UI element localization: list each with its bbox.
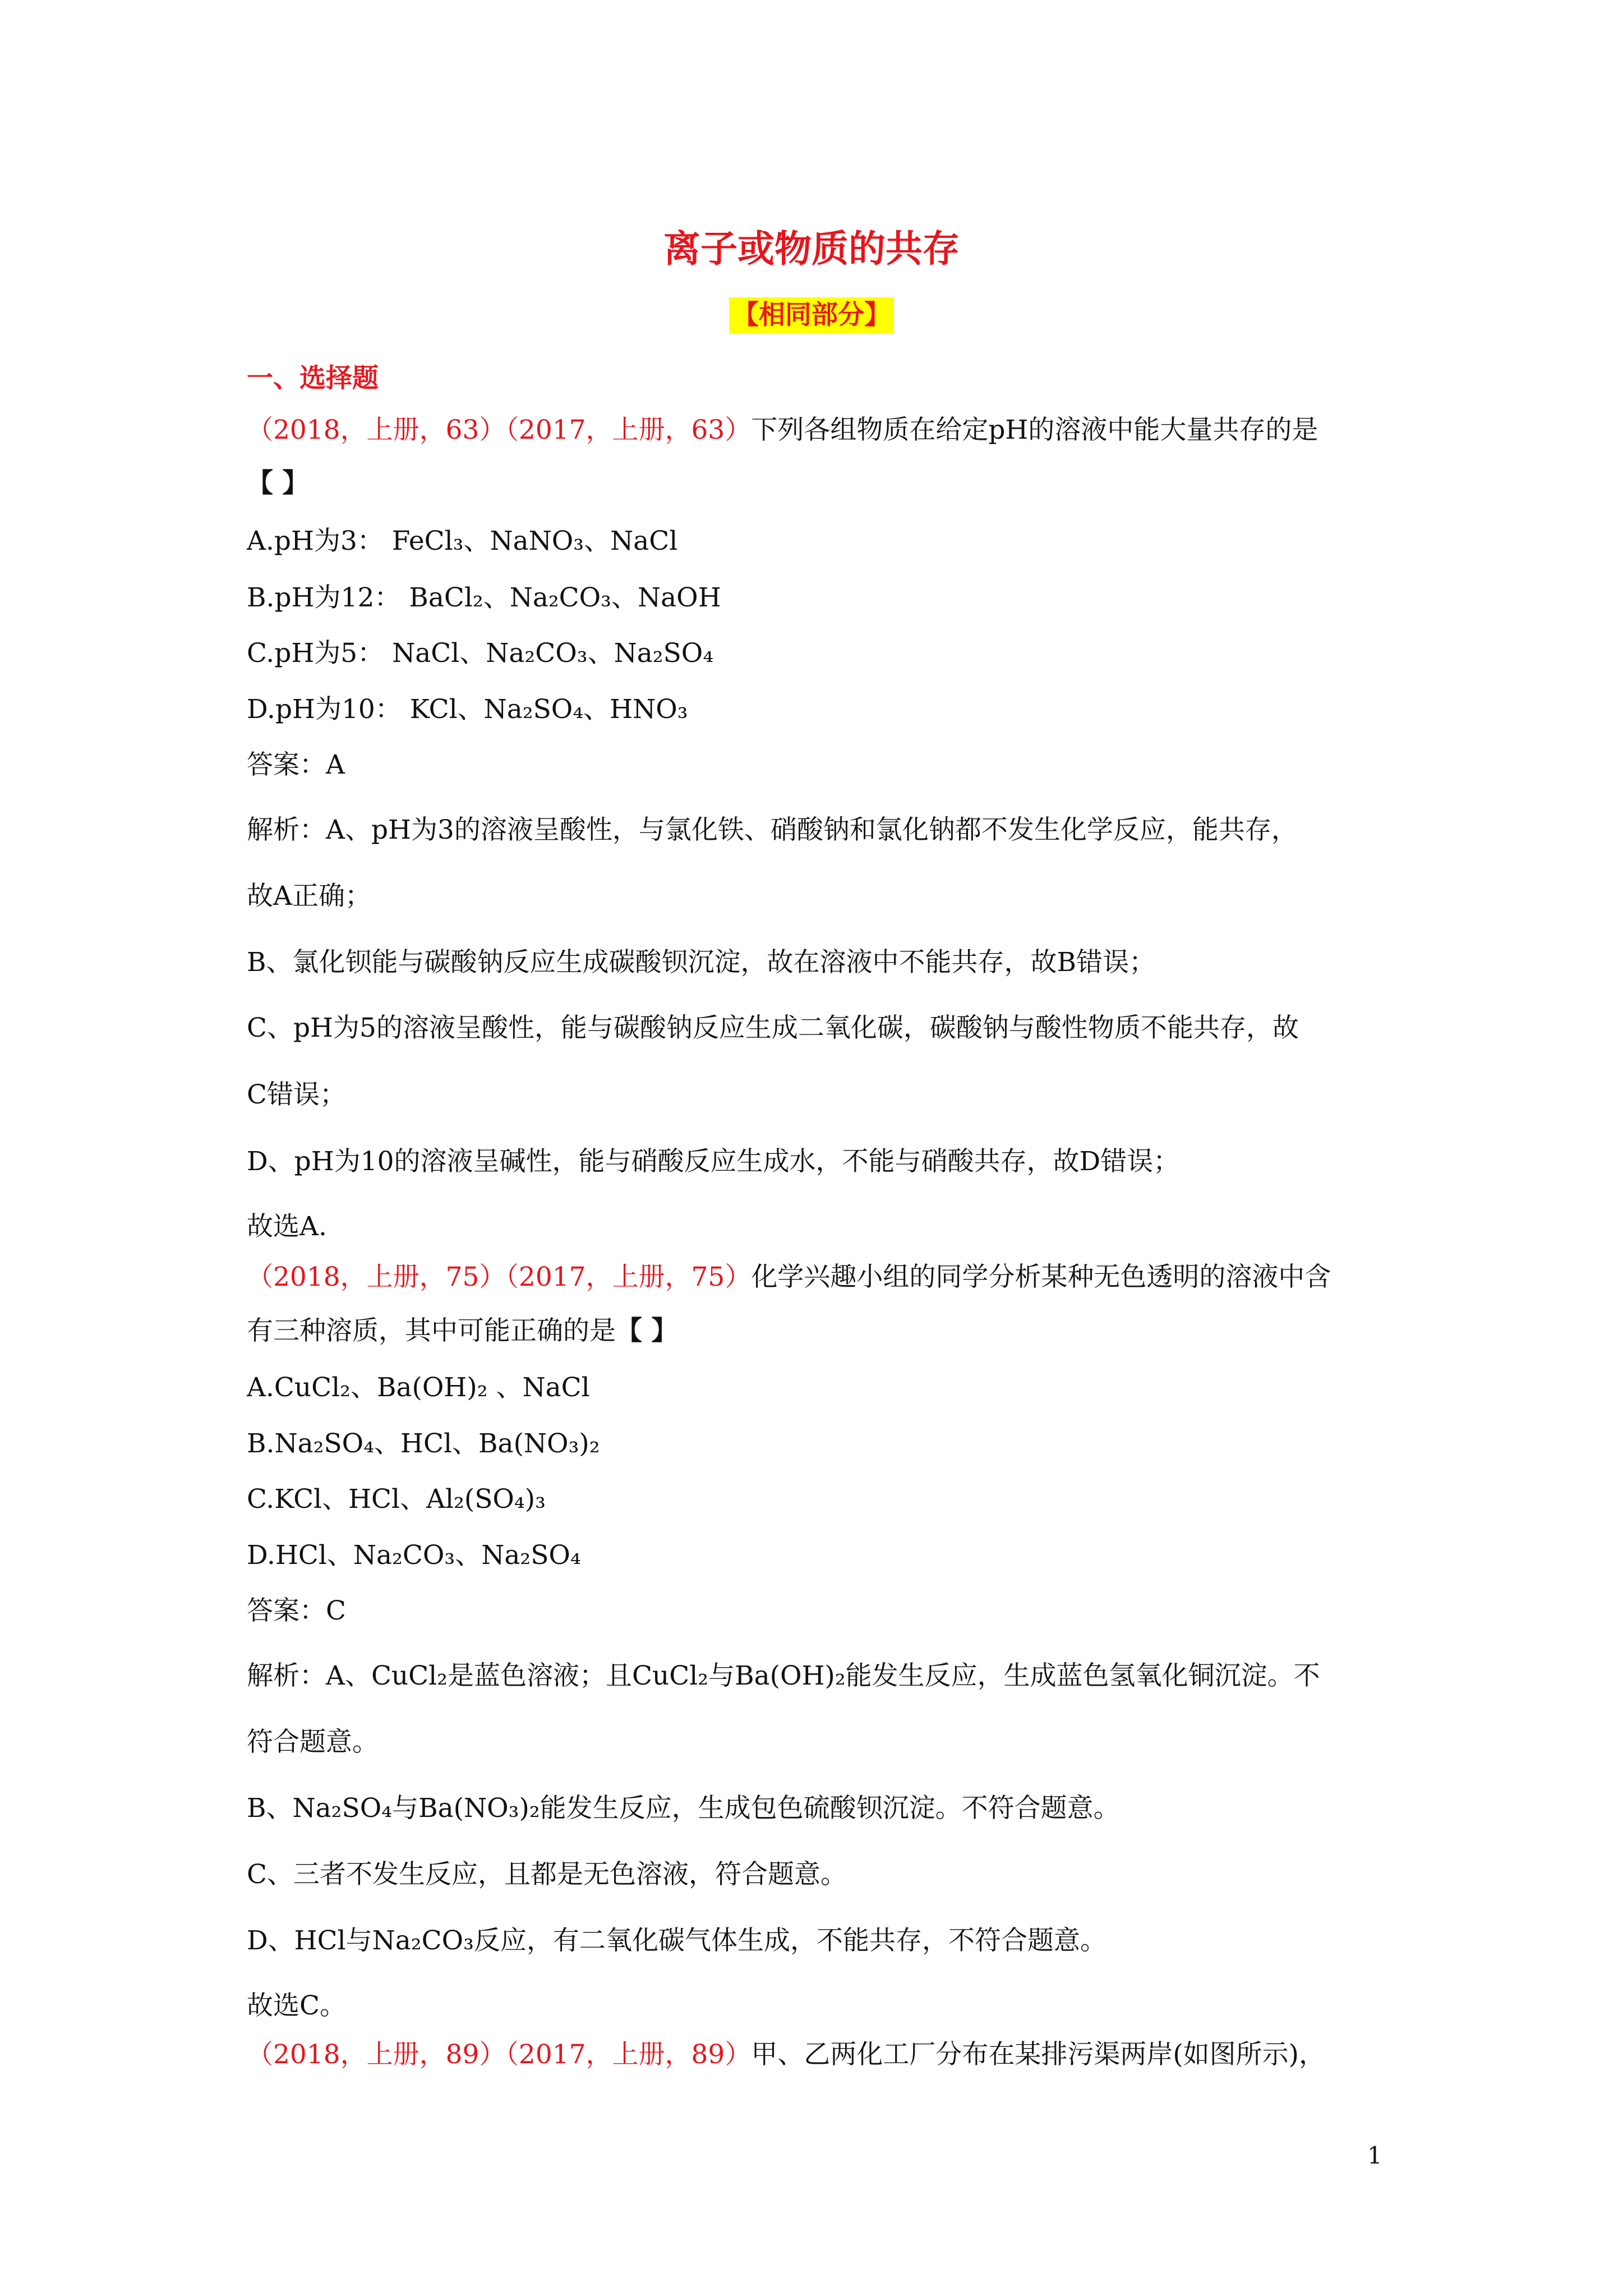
question-2-analysis-line: 解析：A、CuCl₂是蓝色溶液；且CuCl₂与Ba(OH)₂能发生反应，生成蓝色氢氧化铜沉淀。不	[247, 1660, 1320, 1691]
question-2-stem-continued: 有三种溶质，其中可能正确的是【 】	[247, 1315, 678, 1346]
question-1-analysis-line: C、pH为5的溶液呈酸性，能与碳酸钠反应生成二氧化碳，碳酸钠与酸性物质不能共存，故	[247, 1013, 1299, 1043]
question-2-answer: 答案：C	[247, 1595, 346, 1626]
question-2-analysis-line: B、Na₂SO₄与Ba(NO₃)₂能发生反应，生成包色硫酸钡沉淀。不符合题意。	[247, 1793, 1120, 1824]
question-1-option-c: C.pH为5： NaCl、Na₂CO₃、Na₂SO₄	[247, 638, 714, 669]
question-2-option-d: D.HCl、Na₂CO₃、Na₂SO₄	[247, 1540, 581, 1571]
question-2-option-c: C.KCl、HCl、Al₂(SO₄)₃	[247, 1484, 546, 1515]
page-number: 1	[1367, 2142, 1382, 2169]
question-1-source: （2018，上册，63）（2017，上册，63）	[247, 415, 751, 445]
section-heading: 一、选择题	[247, 363, 379, 394]
question-1-answer: 答案：A	[247, 749, 345, 780]
question-2-option-b: B.Na₂SO₄、HCl、Ba(NO₃)₂	[247, 1428, 600, 1459]
question-2-option-a: A.CuCl₂、Ba(OH)₂ 、NaCl	[247, 1372, 590, 1403]
question-2-analysis-line: C、三者不发生反应，且都是无色溶液，符合题意。	[247, 1859, 847, 1890]
question-2-analysis-line: D、HCl与Na₂CO₃反应，有二氧化碳气体生成，不能共存，不符合题意。	[247, 1925, 1106, 1956]
question-1-option-b: B.pH为12： BaCl₂、Na₂CO₃、NaOH	[247, 582, 721, 613]
question-2-source: （2018，上册，75）（2017，上册，75）	[247, 1262, 751, 1292]
subtitle-highlight: 【相同部分】	[729, 297, 894, 333]
question-1-option-d: D.pH为10： KCl、Na₂SO₄、HNO₃	[247, 694, 688, 725]
question-1-option-a: A.pH为3： FeCl₃、NaNO₃、NaCl	[247, 526, 678, 556]
question-1-analysis-line: B、氯化钡能与碳酸钠反应生成碳酸钡沉淀，故在溶液中不能共存，故B错误；	[247, 947, 1156, 978]
question-1-bracket: 【 】	[247, 468, 309, 499]
question-2-bracket: 【 】	[616, 1315, 678, 1346]
question-2-analysis-line: 故选C。	[247, 1990, 346, 2021]
question-2-analysis-line: 符合题意。	[247, 1727, 379, 1757]
question-2-stem	[247, 1260, 1331, 1294]
question-1-analysis-line: 解析：A、pH为3的溶液呈酸性，与氯化铁、硝酸钠和氯化钠都不发生化学反应，能共存，	[247, 815, 1298, 845]
question-3-source: （2018，上册，89）（2017，上册，89）	[247, 2039, 751, 2070]
question-3-stem	[247, 2038, 1325, 2072]
question-1-stem	[247, 413, 1318, 447]
question-3-text: 甲、乙两化工厂分布在某排污渠两岸(如图所示)，	[751, 2039, 1326, 2070]
question-1-analysis-line: D、pH为10的溶液呈碱性，能与硝酸反应生成水，不能与硝酸共存，故D错误；	[247, 1146, 1180, 1177]
question-1-text: 下列各组物质在给定pH的溶液中能大量共存的是	[751, 415, 1318, 445]
question-2-text: 化学兴趣小组的同学分析某种无色透明的溶液中含	[751, 1262, 1331, 1292]
question-1-analysis-line: C错误；	[247, 1079, 346, 1110]
question-1-analysis-line: 故A正确；	[247, 881, 371, 912]
question-1-analysis-line: 故选A.	[247, 1211, 327, 1242]
page-title: 离子或物质的共存	[663, 227, 960, 270]
